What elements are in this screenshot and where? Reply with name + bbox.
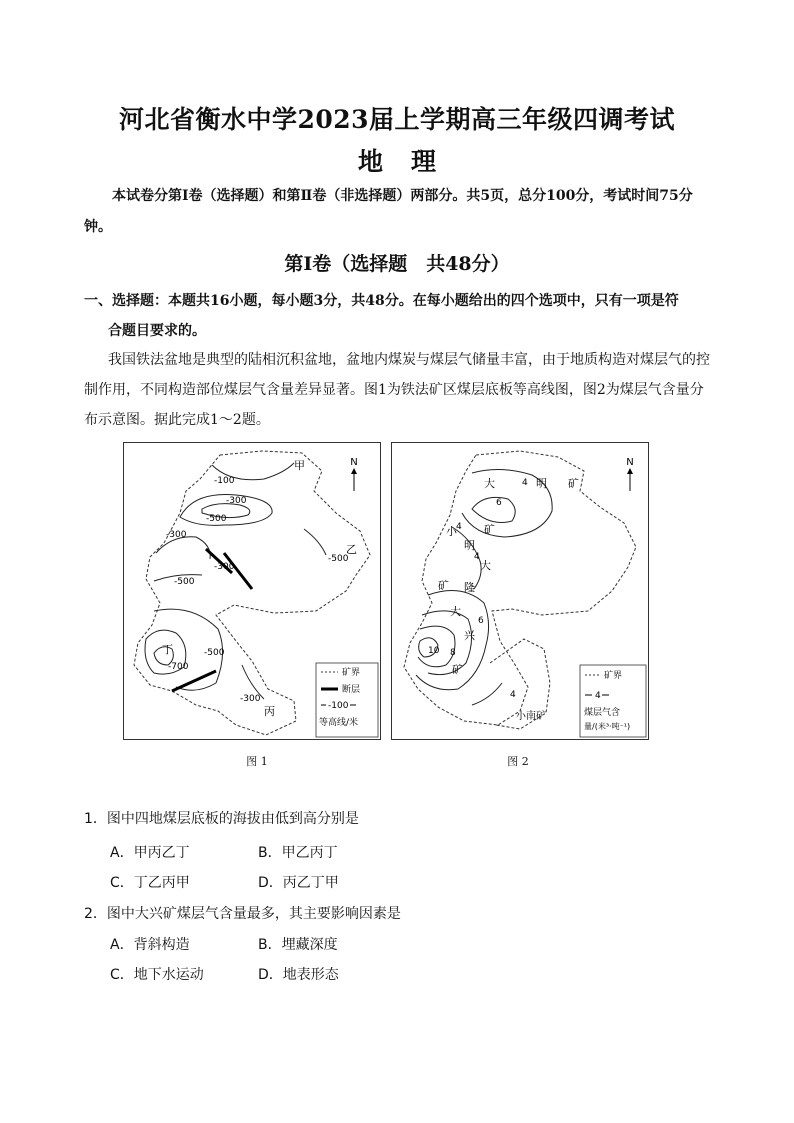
fig1-contour-label: -300 [214, 562, 235, 572]
fig1-contour-label: -500 [328, 554, 349, 564]
fig1-contour-label: -300 [240, 694, 261, 704]
section-instruction-line1: 一、选择题：本题共16小题，每小题3分，共48分。在每小题给出的四个选项中，只有一项是符 [84, 293, 679, 309]
fig1-north-arrowhead [351, 468, 357, 474]
question-1-option-d[interactable]: D．丙乙丁甲 [258, 875, 339, 891]
fig2-mine-char: 矿 [484, 523, 495, 536]
fig1-fault-3 [172, 671, 216, 691]
fig2-mine-char: 隆 [464, 581, 475, 594]
fig2-mine-char: 矿 [452, 663, 463, 676]
figure-2-caption: 图 2 [507, 755, 529, 768]
part-title: 第Ⅰ卷（选择题 共48分） [284, 253, 510, 275]
fig1-contour-label: -300 [226, 496, 247, 506]
fig1-contour-label: -700 [168, 662, 189, 672]
fig2-contour-label: 4 [474, 552, 480, 562]
fig2-mine-char: 大 [480, 559, 491, 572]
fig2-contour-4-south [472, 683, 502, 705]
fig1-contour-label: -300 [166, 530, 187, 540]
question-2-option-a[interactable]: A．背斜构造 [110, 937, 190, 953]
subject-char-2: 理 [411, 147, 437, 176]
fig2-north-label: N [626, 457, 634, 468]
figure-2-gas-map [391, 442, 649, 740]
exam-title: 河北省衡水中学2023届上学期高三年级四调考试 [118, 105, 676, 134]
fig1-contour-label: -100 [214, 476, 235, 486]
exam-intro: 本试卷分第Ⅰ卷（选择题）和第Ⅱ卷（非选择题）两部分。共5页，总分100分，考试时间75分钟。 [84, 188, 693, 235]
fig2-contour-label: 4 [456, 522, 462, 532]
fig2-legend-contour-line1: 煤层气含 [584, 708, 621, 718]
fig1-contour-label: -500 [204, 648, 225, 658]
fig2-contour-6-low [422, 611, 472, 675]
fig1-legend-boundary: 矿界 [342, 668, 361, 678]
subject-title [0, 142, 794, 178]
fig2-mine-char: 大 [450, 605, 461, 618]
subject-char-1: 地 [357, 147, 383, 176]
fig2-contour-label: 4 [522, 478, 528, 488]
fig2-mine-char: 兴 [464, 629, 475, 642]
question-1-option-a[interactable]: A．甲丙乙丁 [110, 845, 190, 861]
fig2-mine-char: 小 [446, 525, 457, 538]
question-1-option-c[interactable]: C．丁乙丙甲 [110, 875, 190, 891]
question-1-stem: 1．图中四地煤层底板的海拔由低到高分别是 [84, 811, 359, 827]
fig2-mine-char: 明 [464, 539, 475, 552]
fig2-mine-small-nan: 小南矿 [516, 711, 546, 722]
question-2-option-b[interactable]: B．埋藏深度 [258, 937, 338, 953]
fig1-contour-500-right [304, 529, 326, 555]
fig2-legend-contour-line2: 量/(米³·吨⁻¹) [584, 722, 631, 731]
question-1-option-b[interactable]: B．甲乙丙丁 [258, 845, 338, 861]
fig2-mine-char: 明 [536, 477, 547, 490]
fig1-legend-contour-sample: -100 [328, 701, 349, 711]
fig2-contour-label: 10 [428, 646, 440, 656]
fig2-north-arrowhead [627, 468, 633, 474]
section-instruction-line2: 合题目要求的。 [108, 323, 206, 339]
fig1-legend-contour: 等高线/米 [319, 718, 359, 728]
question-2-option-c[interactable]: C．地下水运动 [110, 967, 204, 983]
reading-passage: 我国铁法盆地是典型的陆相沉积盆地，盆地内煤炭与煤层气储量丰富，由于地质构造对煤层气的控制作用，不同构造部位煤层气含量差异显著。图1为铁法矿区煤层底板等高线图，图2为煤层气含量分布示意图。据此完成1～2题。 [84, 352, 710, 428]
fig2-contour-label: 8 [450, 648, 456, 658]
fig1-place-bing: 丙 [264, 705, 275, 718]
fig1-north-label: N [350, 457, 358, 468]
figure-1-contour-map [123, 442, 381, 740]
question-2-option-d[interactable]: D．地表形态 [258, 967, 339, 983]
fig1-place-jia: 甲 [294, 459, 305, 472]
fig1-legend-fault: 断层 [342, 685, 361, 695]
fig2-contour-6-top [472, 497, 515, 522]
fig1-contour-label: -500 [206, 514, 227, 524]
fig2-legend-boundary: 矿界 [604, 671, 623, 681]
fig2-contour-label: 4 [510, 690, 516, 700]
fig2-mine-char: 矿 [568, 477, 579, 490]
fig2-contour-label: 6 [478, 616, 484, 626]
fig1-place-yi: 乙 [346, 543, 357, 556]
figure-1-caption: 图 1 [246, 755, 268, 768]
section-instruction [84, 286, 724, 346]
fig1-contour-300-mid [156, 537, 210, 559]
fig1-contour-label: -500 [174, 577, 195, 587]
fig2-mine-char: 矿 [438, 579, 449, 592]
fig2-legend-contour-sample: 4 [595, 691, 601, 701]
fig2-mine-char: 大 [484, 477, 495, 490]
question-2-stem: 2．图中大兴矿煤层气含量最多，其主要影响因素是 [84, 906, 401, 922]
fig1-place-ding: 丁 [162, 643, 173, 656]
fig2-contour-label: 6 [496, 498, 502, 508]
